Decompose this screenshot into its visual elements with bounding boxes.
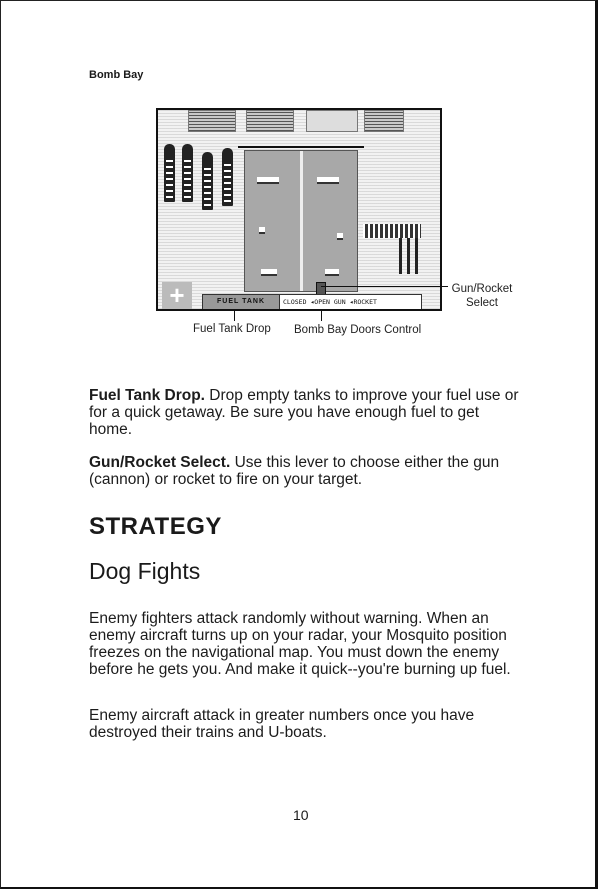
paragraph-body: Drop empty tanks to improve your fuel use or for a quick getaway. Be sure you have enough fuel to get home. <box>89 387 519 438</box>
gun-icon <box>363 224 421 238</box>
section-label: Bomb Bay <box>89 69 144 81</box>
dog-fights-paragraph-2: Enemy aircraft attack in greater numbers once you have destroyed their trains and U-boats. <box>89 707 475 741</box>
callout-line <box>234 311 235 321</box>
callout-line1: Gun/Rocket <box>451 283 513 295</box>
wing-icon <box>317 177 339 184</box>
fuel-tank-drop-callout: Fuel Tank Drop <box>193 323 271 335</box>
wing-icon <box>337 233 343 240</box>
gun-rocket-callout <box>450 282 514 310</box>
bomb-icon <box>182 144 193 202</box>
page-number: 10 <box>293 807 309 823</box>
wing-icon <box>261 269 277 276</box>
gun-rocket-paragraph <box>89 454 519 488</box>
top-panel <box>246 110 294 132</box>
plus-icon: + <box>162 282 192 310</box>
wing-icon <box>257 177 279 184</box>
bay-door-divider <box>300 151 303 291</box>
dog-fights-paragraph-1: Enemy fighters attack randomly without warning. When an enemy aircraft turns up on your radar, your Mosquito position freezes on the navigational map. You must down the enemy before he gets you. And make it quick--you're burning up fuel. <box>89 610 511 678</box>
top-panel <box>364 110 404 132</box>
callout-line <box>442 286 448 287</box>
bomb-icon <box>222 148 233 206</box>
door-gun-controls[interactable]: CLOSED ◂OPEN GUN ◂ROCKET <box>283 298 377 306</box>
fuel-tank-button[interactable]: FUEL TANK <box>203 295 280 309</box>
paragraph-title: Fuel Tank Drop. <box>89 387 205 404</box>
bomb-bay-doors <box>244 150 358 292</box>
top-panel <box>188 110 236 132</box>
cockpit-top-bar <box>158 110 440 138</box>
rocket-icon <box>415 238 418 274</box>
bay-rail <box>238 146 364 148</box>
bomb-icon <box>202 152 213 210</box>
callout-line <box>321 286 442 287</box>
rocket-icon <box>407 238 410 274</box>
strategy-heading: STRATEGY <box>89 513 222 540</box>
paragraph-title: Gun/Rocket Select. <box>89 454 231 471</box>
paragraph-body: Use this lever to choose either the gun (cannon) or rocket to fire on your target. <box>89 454 500 488</box>
bomb-bay-doors-callout: Bomb Bay Doors Control <box>294 324 422 336</box>
wing-icon <box>259 227 265 234</box>
callout-line2: Select <box>466 297 498 309</box>
bomb-icon <box>164 144 175 202</box>
fuel-tank-drop-paragraph <box>89 387 519 438</box>
callout-line <box>321 309 322 321</box>
dog-fights-heading: Dog Fights <box>89 558 201 584</box>
control-panel <box>202 294 422 310</box>
gun-rocket-rack <box>363 216 421 278</box>
rocket-icon <box>399 238 402 274</box>
bomb-bay-screenshot <box>156 108 442 311</box>
top-panel <box>306 110 358 132</box>
wing-icon <box>325 269 339 276</box>
